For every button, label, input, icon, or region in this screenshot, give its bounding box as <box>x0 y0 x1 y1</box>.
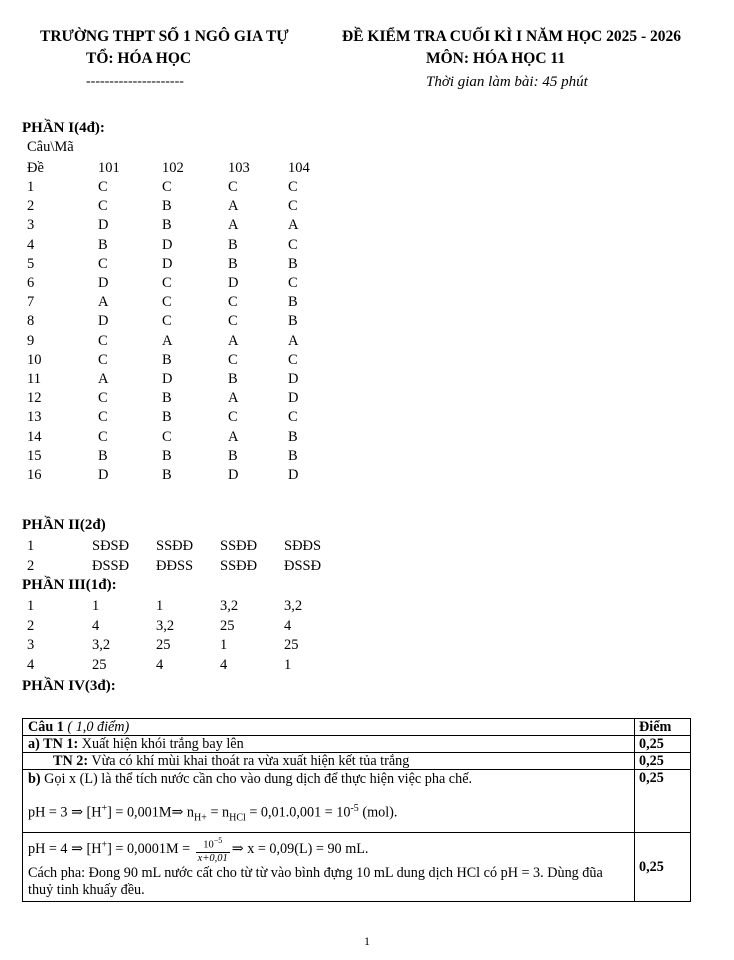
answer-cell: SĐSĐ <box>92 538 130 554</box>
corner-label: Đề <box>27 160 44 176</box>
answer-tn2-points: 0,25 <box>635 753 691 770</box>
answer-cell: 1 <box>220 637 228 653</box>
preparation-method: Cách pha: Đong 90 mL nước cất cho từ từ vào bình đựng 10 mL dung dịch HCl có pH = 3. Dùng đũa thuỷ tinh khuấy đều. <box>28 864 603 898</box>
answer-cell: C <box>288 409 298 426</box>
answer-cell: B <box>98 447 108 464</box>
answer-cell: D <box>162 236 173 253</box>
answer-cell: C <box>98 428 108 445</box>
answer-cell: A <box>228 332 239 349</box>
answer-cell: A <box>162 332 173 349</box>
exam-title: ĐỀ KIỂM TRA CUỐI KÌ I NĂM HỌC 2025 - 2026 <box>342 28 682 45</box>
exam-code: 102 <box>162 160 184 176</box>
answer-cell: B <box>288 428 298 445</box>
part4-answer-table <box>22 718 691 902</box>
answer-cell: 25 <box>284 637 299 653</box>
answer-b-points: 0,25 <box>635 770 691 833</box>
department: TỔ: HÓA HỌC <box>86 50 192 67</box>
page-number: 1 <box>364 934 370 948</box>
ph4-equation: pH = 4 ⇒ [H+] = 0,0001M = $\frac{10^{-5}}{x+0,01}$ ⇒ x = 0,09(L) = 90 mL. <box>28 836 369 864</box>
question-number: 9 <box>27 332 35 349</box>
answer-cell: B <box>288 294 298 311</box>
answer-tn2: TN 2: Vừa có khí mùi khai thoát ra vừa xuất hiện kết tủa trắng <box>23 753 635 770</box>
answer-cell: B <box>162 409 172 426</box>
question-number: 2 <box>27 617 35 634</box>
answer-cell: A <box>228 217 239 234</box>
table-row <box>23 753 691 770</box>
question-number: 8 <box>27 313 35 330</box>
answer-cell: B <box>162 467 172 483</box>
exam-time: Thời gian làm bài: 45 phút <box>426 74 588 90</box>
answer-cell: D <box>288 390 299 407</box>
answer-cell: C <box>228 294 238 311</box>
answer-cell: A <box>228 198 239 215</box>
answer-b: b) Gọi x (L) là thể tích nước cần cho vào dung dịch để thực hiện việc pha chế. pH = 3 ⇒ [H+] = 0,001M⇒ $n_{H+} = n_{HCl} = 0,01.0,001 = 10^{-5}$ (mol). <box>23 770 635 833</box>
answer-cell: ĐSSĐ <box>92 557 130 574</box>
answer-cell: C <box>288 179 298 195</box>
answer-cell: B <box>228 371 238 387</box>
answer-cell: C <box>162 428 172 445</box>
subject: MÔN: HÓA HỌC 11 <box>426 50 566 67</box>
question-number: 12 <box>27 390 42 407</box>
question-number: 14 <box>27 428 42 445</box>
answer-cell: SSĐĐ <box>220 557 258 574</box>
answer-cell: 3,2 <box>156 617 175 634</box>
exam-code: 101 <box>98 160 120 176</box>
answer-cell: A <box>288 332 299 349</box>
question-number: 3 <box>27 637 35 653</box>
answer-cell: B <box>162 390 172 407</box>
question-number: 4 <box>27 656 35 673</box>
answer-cell: SSĐĐ <box>220 538 258 554</box>
table-row <box>23 719 691 736</box>
question-number: 2 <box>27 557 35 574</box>
answer-cell: A <box>98 294 109 311</box>
corner-label: Câu\Mã <box>27 139 74 155</box>
answer-cell: 25 <box>156 637 171 653</box>
answer-cell: B <box>162 198 172 215</box>
answer-cell: B <box>162 447 172 464</box>
question-number: 13 <box>27 409 42 426</box>
answer-cell: 3,2 <box>92 637 111 653</box>
question-number: 6 <box>27 275 35 291</box>
answer-cell: D <box>162 371 173 387</box>
table-row <box>23 736 691 753</box>
answer-cell: 25 <box>92 656 107 673</box>
answer-cell: C <box>288 351 298 368</box>
answer-cell: 4 <box>284 617 292 634</box>
question-number: 16 <box>27 467 42 483</box>
answer-cell: C <box>98 409 108 426</box>
question-number: 4 <box>27 236 35 253</box>
question-header: Câu 1 ( 1,0 điểm) <box>23 719 635 736</box>
answer-cell: B <box>162 217 172 234</box>
answer-cell: 25 <box>220 617 235 634</box>
answer-cell: B <box>228 236 238 253</box>
table-row <box>23 770 691 833</box>
part3-title: PHẦN III(1đ): <box>22 577 117 593</box>
answer-cell: 3,2 <box>284 598 303 614</box>
answer-cell: B <box>98 236 108 253</box>
answer-cell: B <box>228 447 238 464</box>
answer-cell: ĐSSĐ <box>284 557 322 574</box>
answer-cell: D <box>98 313 109 330</box>
question-number: 15 <box>27 447 42 464</box>
answer-cell: A <box>288 217 299 234</box>
question-number: 7 <box>27 294 35 311</box>
question-number: 1 <box>27 598 35 614</box>
answer-cell: D <box>228 275 239 291</box>
answer-b-continued <box>23 833 635 902</box>
table-row <box>23 833 691 902</box>
answer-cell: D <box>98 217 109 234</box>
answer-cell: B <box>162 351 172 368</box>
answer-cell: C <box>228 351 238 368</box>
question-number: 2 <box>27 198 35 215</box>
answer-cell: C <box>162 275 172 291</box>
answer-cell: 3,2 <box>220 598 239 614</box>
answer-cell: C <box>288 275 298 291</box>
answer-cell: 4 <box>92 617 100 634</box>
answer-cell: C <box>228 313 238 330</box>
answer-cell: SSĐĐ <box>156 538 194 554</box>
answer-cell: 4 <box>220 656 228 673</box>
part2-title: PHẦN II(2đ) <box>22 517 106 533</box>
answer-cell: C <box>288 198 298 215</box>
answer-cell: B <box>288 313 298 330</box>
answer-cell: SĐĐS <box>284 538 322 554</box>
answer-cell: 1 <box>284 656 292 673</box>
answer-a-points: 0,25 <box>635 736 691 753</box>
school-name: TRƯỜNG THPT SỐ 1 NGÔ GIA TỰ <box>40 28 289 45</box>
answer-cell: C <box>98 332 108 349</box>
points-header: Điểm <box>635 719 691 736</box>
answer-cell: C <box>98 198 108 215</box>
question-number: 1 <box>27 179 35 195</box>
answer-cell: C <box>98 179 108 195</box>
answer-cell: D <box>98 467 109 483</box>
last-points: 0,25 <box>635 833 691 902</box>
question-number: 10 <box>27 351 42 368</box>
answer-cell: D <box>288 371 299 387</box>
answer-cell: D <box>162 255 173 272</box>
answer-cell: 1 <box>92 598 100 614</box>
answer-cell: 4 <box>156 656 164 673</box>
answer-cell: C <box>228 179 238 195</box>
part4-title: PHẦN IV(3đ): <box>22 678 116 694</box>
fraction: $\frac{10^{-5}}{x+0,01}$ <box>197 836 228 864</box>
answer-cell: C <box>228 409 238 426</box>
exam-code: 104 <box>288 160 310 176</box>
question-number: 3 <box>27 217 35 234</box>
answer-cell: C <box>162 313 172 330</box>
answer-a: a) TN 1: Xuất hiện khói trắng bay lên <box>23 736 635 753</box>
answer-cell: D <box>288 467 299 483</box>
answer-cell: C <box>162 294 172 311</box>
answer-cell: D <box>98 275 109 291</box>
answer-cell: B <box>228 255 238 272</box>
answer-cell: C <box>98 255 108 272</box>
answer-cell: C <box>162 179 172 195</box>
answer-cell: A <box>228 428 239 445</box>
answer-cell: A <box>98 371 109 387</box>
part1-title: PHẦN I(4đ): <box>22 120 105 136</box>
answer-cell: B <box>288 255 298 272</box>
ph3-equation: pH = 3 ⇒ [H+] = 0,001M⇒ $n_{H+} = n_{HCl} = 0,01.0,001 = 10^{-5}$ (mol). <box>28 803 398 824</box>
question-number: 5 <box>27 255 35 272</box>
question-number: 11 <box>27 371 41 387</box>
answer-cell: C <box>288 236 298 253</box>
answer-cell: B <box>288 447 298 464</box>
exam-code: 103 <box>228 160 250 176</box>
answer-cell: C <box>98 390 108 407</box>
question-number: 1 <box>27 538 35 554</box>
answer-cell: A <box>228 390 239 407</box>
answer-cell: D <box>228 467 239 483</box>
header-divider: --------------------- <box>86 74 184 89</box>
answer-cell: C <box>98 351 108 368</box>
answer-cell: 1 <box>156 598 164 614</box>
answer-cell: ĐĐSS <box>156 557 194 574</box>
